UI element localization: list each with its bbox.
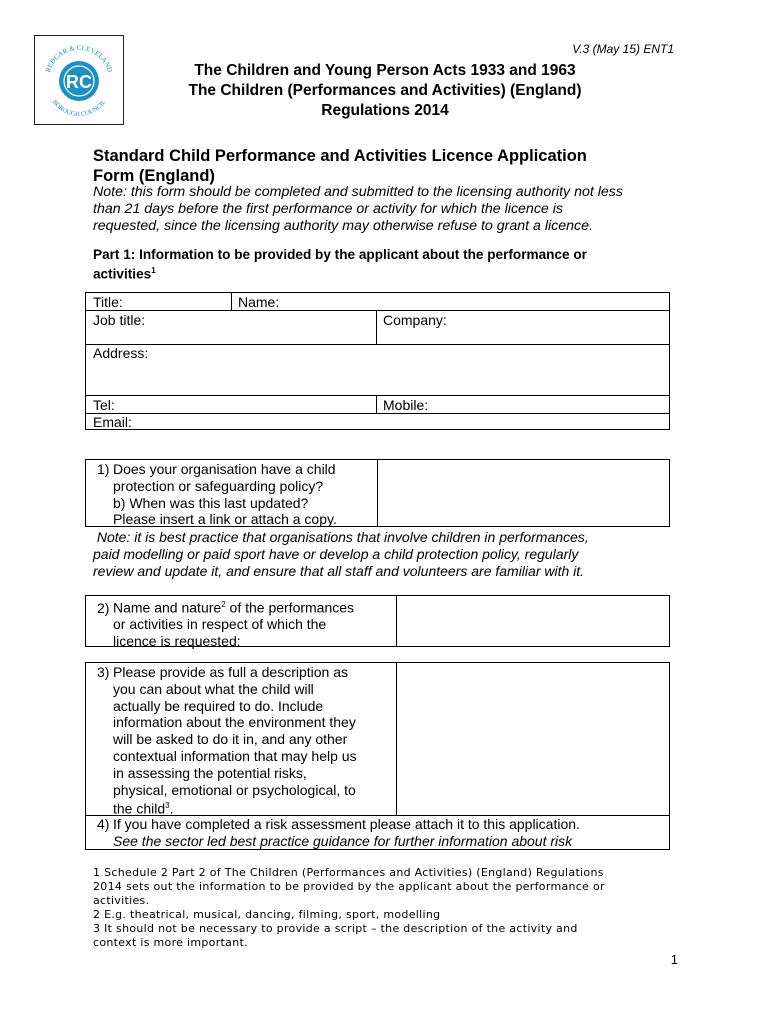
question-3-line-2: you can about what the child will bbox=[113, 680, 314, 697]
header-line-3: Regulations 2014 bbox=[321, 102, 449, 119]
footnote-1-line-3: activities. bbox=[93, 894, 150, 907]
question-3-line-5: will be asked to do it in, and any other bbox=[113, 731, 348, 748]
footnote-3-line-2: context is more important. bbox=[93, 936, 248, 949]
question-2-line-1a: Name and nature bbox=[113, 599, 222, 616]
question-4-text bbox=[97, 816, 580, 850]
question-1-line-2: protection or safeguarding policy? bbox=[113, 477, 324, 494]
question-1-note-line-1: Note: it is best practice that organisations that involve children in performances, bbox=[93, 529, 589, 545]
intro-note-line-1: Note: this form should be completed and submitted to the licensing authority not less bbox=[93, 184, 623, 200]
question-3-line-6: contextual information that may help us bbox=[113, 747, 357, 764]
logo-text-top: REDCAR & CLEVELAND bbox=[44, 44, 114, 74]
intro-note-line-3: requested, since the licensing authority may otherwise refuse to grant a licence. bbox=[93, 218, 593, 234]
question-1-line-4: Please insert a link or attach a copy. bbox=[113, 511, 337, 528]
question-3-line-3: actually be required to do. Include bbox=[113, 697, 324, 714]
footnote-2: 2 E.g. theatrical, musical, dancing, filming, sport, modelling bbox=[93, 908, 441, 921]
form-title bbox=[93, 146, 673, 186]
question-3-line-9 bbox=[97, 798, 357, 817]
applicant-details-table bbox=[85, 292, 670, 430]
question-2-line-3: licence is requested: bbox=[113, 633, 241, 650]
question-1-note bbox=[93, 529, 589, 580]
name-field[interactable]: Name: bbox=[238, 294, 280, 310]
footnote-ref-2: 2 bbox=[221, 600, 226, 609]
question-1-line-3: b) When was this last updated? bbox=[113, 494, 309, 511]
question-4-line-2: See the sector led best practice guidance for further information about risk bbox=[113, 832, 573, 849]
tel-field[interactable]: Tel: bbox=[93, 397, 115, 413]
header-line-1: The Children and Young Person Acts 1933 and 1963 bbox=[194, 62, 576, 79]
company-field[interactable]: Company: bbox=[383, 312, 447, 328]
intro-note-line-2: than 21 days before the first performance or activity for which the licence is bbox=[93, 201, 563, 217]
version-label: V.3 (May 15) ENT1 bbox=[572, 42, 674, 56]
question-3-number: 3) bbox=[97, 664, 110, 680]
part1-heading-line-2 bbox=[93, 263, 673, 283]
question-1-answer[interactable] bbox=[378, 460, 669, 526]
question-3-line-4: information about the environment they bbox=[113, 714, 356, 731]
footnote-1-line-2: 2014 sets out the information to be provided by the applicant about the performance or bbox=[93, 880, 605, 893]
form-title-line-2: Form (England) bbox=[93, 167, 215, 185]
question-3-last-end: . bbox=[169, 801, 174, 818]
document-header bbox=[130, 61, 640, 121]
logo-letters: RC bbox=[66, 72, 92, 92]
question-3-line-7: in assessing the potential risks, bbox=[113, 764, 307, 781]
form-title-line-1: Standard Child Performance and Activities Licence Application bbox=[93, 147, 587, 165]
footnote-1-line-1: 1 Schedule 2 Part 2 of The Children (Performances and Activities) (England) Regulations bbox=[93, 866, 604, 879]
question-1-number: 1) bbox=[97, 461, 110, 477]
question-1-note-line-2: paid modelling or paid sport have or develop a child protection policy, regularly bbox=[93, 546, 579, 562]
email-field[interactable]: Email: bbox=[93, 414, 132, 430]
mobile-field[interactable]: Mobile: bbox=[383, 397, 429, 413]
part1-heading bbox=[93, 247, 673, 283]
address-field[interactable]: Address: bbox=[93, 345, 149, 361]
question-2-line-2: or activities in respect of which the bbox=[113, 616, 327, 633]
question-2-number: 2) bbox=[97, 599, 110, 616]
header-line-2: The Children (Performances and Activities) (England) bbox=[188, 82, 582, 99]
part1-heading-text: activities bbox=[93, 266, 152, 282]
question-3-last-line: the child bbox=[113, 801, 166, 818]
footnote-ref-3: 3 bbox=[165, 801, 170, 811]
question-1-line-1: Does your organisation have a child bbox=[113, 461, 336, 477]
question-4-number: 4) bbox=[97, 816, 110, 832]
footnotes bbox=[93, 866, 683, 950]
council-logo-graphic bbox=[35, 36, 123, 124]
job-title-field[interactable]: Job title: bbox=[93, 312, 146, 328]
question-3-line-8: physical, emotional or psychological, to bbox=[113, 781, 356, 798]
page-number: 1 bbox=[670, 952, 678, 967]
question-3-text bbox=[97, 664, 357, 818]
svg-text:BOROUGH COUNCIL bbox=[51, 99, 108, 118]
question-2-answer[interactable] bbox=[397, 596, 669, 646]
logo-text-bottom: BOROUGH COUNCIL bbox=[50, 98, 108, 119]
question-1-note-line-3: review and update it, and ensure that all staff and volunteers are familiar with it. bbox=[93, 563, 585, 579]
question-3-answer[interactable] bbox=[397, 663, 669, 814]
intro-note bbox=[93, 184, 683, 235]
question-1-text bbox=[97, 461, 337, 528]
question-4-line-1: If you have completed a risk assessment please attach it to this application. bbox=[113, 816, 580, 832]
question-3-line-1: Please provide as full a description as bbox=[113, 664, 349, 680]
council-logo bbox=[34, 35, 124, 125]
question-2-text bbox=[97, 597, 354, 650]
title-field[interactable]: Title: bbox=[93, 294, 123, 310]
footnote-ref-1: 1 bbox=[151, 266, 156, 275]
question-2-line-1b: of the performances bbox=[225, 599, 355, 616]
footnote-3-line-1: 3 It should not be necessary to provide a script – the description of the activity and bbox=[93, 922, 578, 935]
part1-heading-line-1: Part 1: Information to be provided by the applicant about the performance or bbox=[93, 247, 587, 262]
